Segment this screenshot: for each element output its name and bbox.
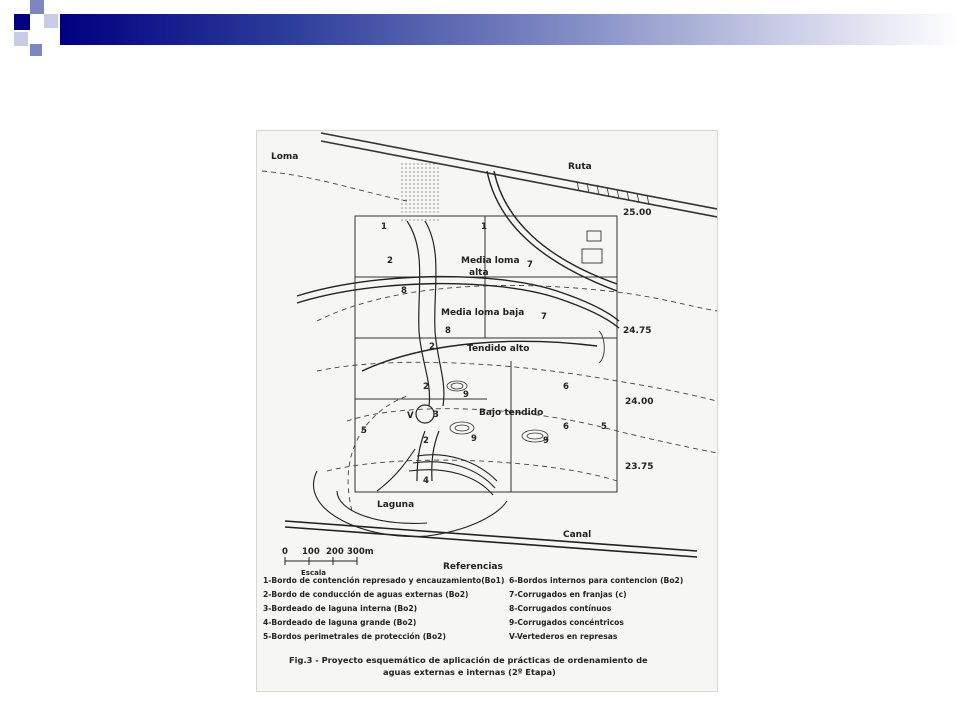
map-number-7a: 7 bbox=[527, 260, 533, 270]
strip-corrugation-bordos bbox=[297, 171, 619, 371]
map-number-7b: 7 bbox=[541, 312, 547, 322]
reference-item-6: 6-Bordos internos para contencion (Bo2) bbox=[509, 576, 684, 585]
decor-square-light-left bbox=[14, 32, 28, 46]
map-number-4: 4 bbox=[423, 476, 429, 486]
label-elevation-2500: 25.00 bbox=[623, 208, 652, 218]
map-marker-v: V bbox=[407, 411, 414, 421]
label-ruta: Ruta bbox=[568, 162, 592, 172]
decor-square-light-right bbox=[44, 14, 58, 28]
map-number-1b: 1 bbox=[481, 222, 487, 232]
reference-item-8: 8-Corrugados contínuos bbox=[509, 604, 612, 613]
farmstead-buildings bbox=[582, 231, 604, 363]
reference-item-3: 3-Bordeado de laguna interna (Bo2) bbox=[263, 604, 418, 613]
large-lagoon-bordos bbox=[314, 449, 507, 537]
map-number-2a: 2 bbox=[387, 256, 393, 266]
scale-tick-200: 200 bbox=[326, 547, 344, 557]
road-ruta bbox=[321, 133, 717, 217]
map-number-8b: 8 bbox=[445, 326, 451, 336]
reference-item-5: 5-Bordos perimetrales de protección (Bo2) bbox=[263, 632, 446, 641]
map-figure bbox=[256, 130, 718, 692]
map-drawing bbox=[257, 131, 717, 691]
map-number-5a: 5 bbox=[361, 426, 367, 436]
map-number-6a: 6 bbox=[563, 382, 569, 392]
reference-item-v: V-Vertederos en represas bbox=[509, 632, 618, 641]
label-bajo-tendido: Bajo tendido bbox=[479, 408, 544, 418]
map-number-2b: 2 bbox=[429, 342, 435, 352]
reference-item-4: 4-Bordeado de laguna grande (Bo2) bbox=[263, 618, 417, 627]
decor-square-blue-bottom bbox=[30, 44, 42, 56]
label-media-loma-alta-1: Media loma bbox=[461, 256, 520, 266]
scale-tick-300m: 300m bbox=[347, 547, 374, 557]
figure-caption-line-1: Fig.3 - Proyecto esquemático de aplicación de prácticas de ordenamiento de bbox=[289, 655, 648, 665]
map-number-8a: 8 bbox=[401, 286, 407, 296]
map-number-9a: 9 bbox=[463, 390, 469, 400]
label-loma: Loma bbox=[271, 152, 299, 162]
reference-item-2: 2-Bordo de conducción de aguas externas (Bo2) bbox=[263, 590, 469, 599]
stippled-slope-top bbox=[399, 161, 439, 221]
figure-caption-line-2: aguas externas e internas (2º Etapa) bbox=[383, 667, 556, 677]
map-number-2d: 2 bbox=[423, 436, 429, 446]
references-title: Referencias bbox=[443, 562, 503, 572]
map-number-6b: 6 bbox=[563, 422, 569, 432]
map-number-9b: 9 bbox=[471, 434, 477, 444]
map-number-9c: 9 bbox=[543, 436, 549, 446]
scale-bar bbox=[285, 557, 357, 565]
label-laguna: Laguna bbox=[377, 500, 415, 510]
title-gradient-bar bbox=[60, 14, 960, 45]
reference-item-1: 1-Bordo de contención represado y encauzamiento(Bo1) bbox=[263, 576, 505, 585]
decor-square-blue-top bbox=[30, 0, 44, 14]
contour-dashed-lines bbox=[262, 171, 717, 511]
label-elevation-2475: 24.75 bbox=[623, 326, 652, 336]
reference-item-9: 9-Corrugados concéntricos bbox=[509, 618, 624, 627]
label-media-loma-alta-2: alta bbox=[469, 268, 489, 278]
reference-item-7: 7-Corrugados en franjas (c) bbox=[509, 590, 627, 599]
map-number-1a: 1 bbox=[381, 222, 387, 232]
label-media-loma-baja: Media loma baja bbox=[441, 308, 525, 318]
map-number-3: 3 bbox=[433, 410, 439, 420]
decor-square-navy-large bbox=[14, 14, 30, 30]
scale-label: Escala bbox=[301, 569, 326, 577]
map-number-5b: 5 bbox=[601, 422, 607, 432]
label-elevation-2400: 24.00 bbox=[625, 397, 654, 407]
label-tendido-alto: Tendido alto bbox=[467, 344, 530, 354]
scale-tick-100: 100 bbox=[302, 547, 320, 557]
map-number-2c: 2 bbox=[423, 382, 429, 392]
internal-lagoon bbox=[416, 405, 434, 423]
scale-tick-0: 0 bbox=[282, 547, 288, 557]
label-canal: Canal bbox=[563, 530, 592, 540]
label-elevation-2375: 23.75 bbox=[625, 462, 654, 472]
